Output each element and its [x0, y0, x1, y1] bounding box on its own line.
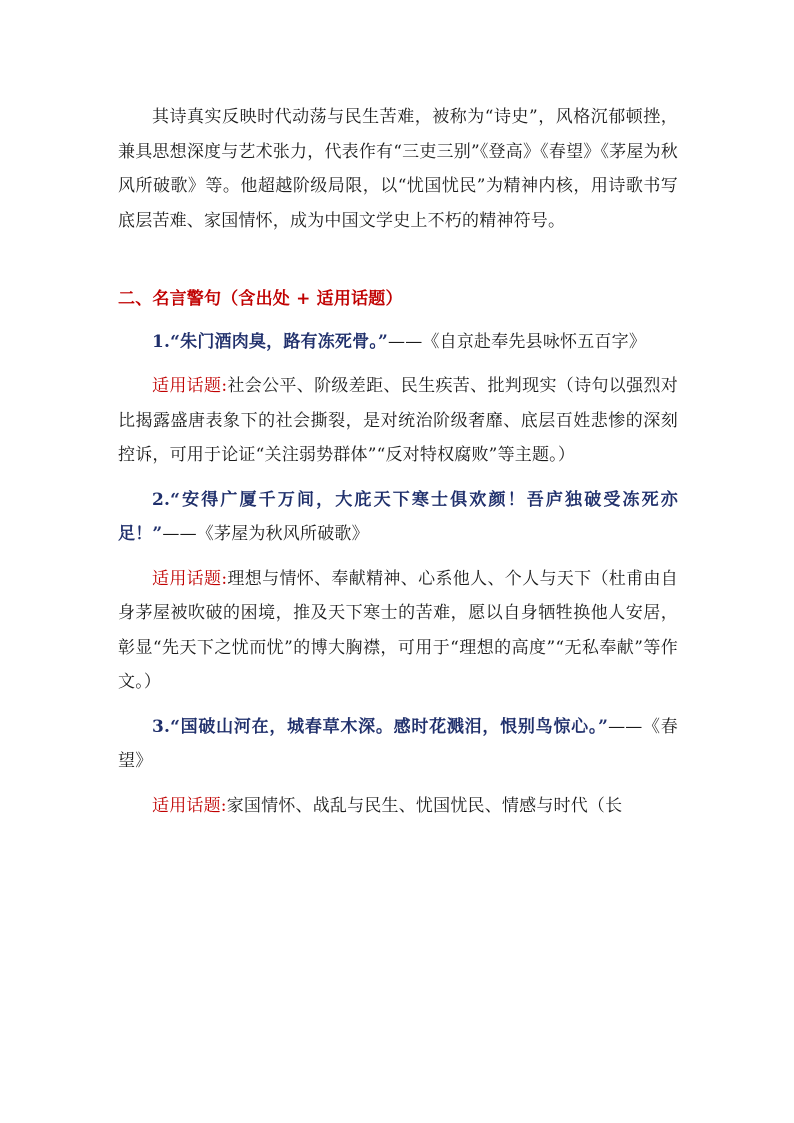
- quote-source: ——《自京赴奉先县咏怀五百字》: [388, 331, 647, 352]
- topic-paragraph: [118, 789, 678, 824]
- section-heading: 二、名言警句（含出处 + 适用话题）: [118, 289, 403, 309]
- quote-item: [118, 710, 678, 779]
- topic-text: 社会公平、阶级差距、民生疾苦、批判现实（诗句以强烈对比揭露盛唐表象下的社会撕裂，是对统治阶级奢靡、底层百姓悲惨的深刻控诉，可用于论证“关注弱势群体”“反对特权腐败”等主题。）: [118, 376, 679, 465]
- topic-paragraph: [118, 369, 678, 473]
- intro-paragraph: 其诗真实反映时代动荡与民生苦难，被称为“诗史”，风格沉郁顿挫，兼具思想深度与艺术张力，代表作有“三吏三别”《登高》《春望》《茅屋为秋风所破歌》等。他超越阶级局限，以“忧国忧民”为精神内核，用诗歌书写底层苦难、家国情怀，成为中国文学史上不朽的精神符号。: [118, 107, 678, 231]
- topic-label: 适用话题:: [152, 376, 228, 396]
- quote-text: “朱门酒肉臭，路有冻死骨。”: [170, 331, 389, 352]
- quote-number: 3.: [152, 716, 171, 737]
- quote-source: ——《春望》: [118, 716, 678, 771]
- quote-number: 2.: [152, 489, 171, 510]
- quote-source: ——《茅屋为秋风所破歌》: [162, 524, 369, 544]
- topic-text: 理想与情怀、奉献精神、心系他人、个人与天下（杜甫由自身茅屋被吹破的困境，推及天下寒士的苦难，愿以自身牺牲换他人安居，彰显“先天下之忧而忧”的博大胸襟，可用于“理想的高度”“无私奉献”等作文。）: [118, 568, 679, 692]
- quote-text: “安得广厦千万间，大庇天下寒士俱欢颜！吾庐独破受冻死亦足！”: [118, 489, 678, 544]
- topic-text: 家国情怀、战乱与民生、忧国忧民、情感与时代（长: [226, 795, 623, 816]
- quote-item: [118, 325, 678, 360]
- quote-number: 1.: [152, 331, 171, 352]
- topic-paragraph: [118, 562, 678, 700]
- topic-label: 适用话题:: [152, 795, 227, 816]
- quote-item: [118, 483, 678, 552]
- topic-label: 适用话题:: [152, 568, 228, 589]
- quote-text: “国破山河在，城春草木深。感时花溅泪，恨别鸟惊心。”: [170, 716, 609, 737]
- document-page: [118, 100, 678, 833]
